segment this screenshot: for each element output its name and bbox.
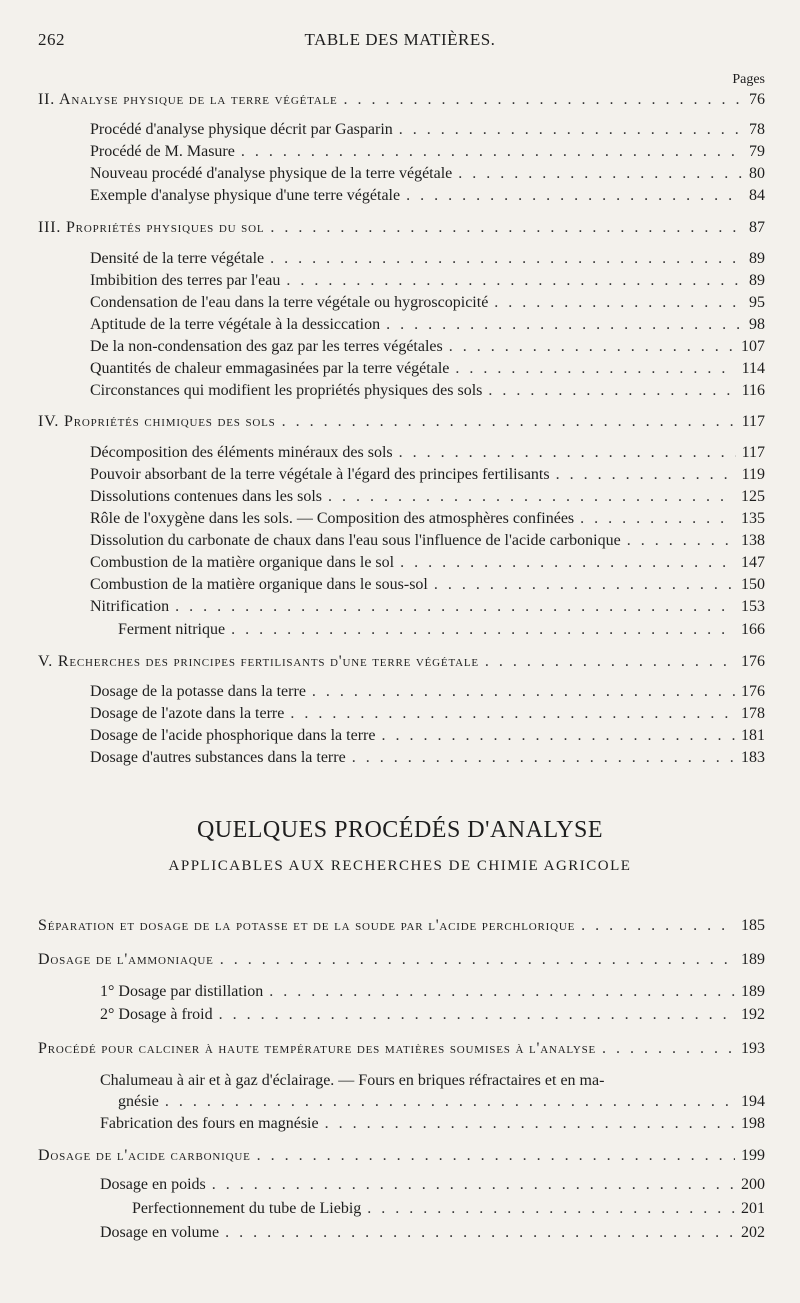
- toc-entry-text: Dosage de l'acide carbonique: [38, 1147, 251, 1164]
- toc-page-number: 153: [741, 598, 765, 615]
- toc-entry-text: Dosage de l'acide phosphorique dans la terre: [90, 727, 376, 744]
- toc-entry-text: Rôle de l'oxygène dans les sols. — Composition des atmosphères confinées: [90, 510, 575, 527]
- toc-entry-text: Dosage de l'ammoniaque: [38, 951, 214, 968]
- toc-page-number: 89: [749, 272, 765, 289]
- toc-page-number: 107: [741, 338, 765, 355]
- toc-entry: [90, 251, 765, 267]
- page-number: 262: [38, 30, 65, 49]
- toc-entry: [90, 361, 765, 377]
- toc-page-number: 138: [741, 532, 765, 549]
- toc-entry-text: 2° Dosage à froid: [100, 1006, 213, 1023]
- toc-entry: [100, 1007, 765, 1023]
- toc-page-number: 117: [741, 413, 765, 430]
- toc-page-number: 87: [749, 219, 765, 236]
- toc-page-number: 199: [741, 1147, 765, 1164]
- toc-entry: [118, 1094, 765, 1110]
- toc-page-number: 150: [741, 576, 765, 593]
- toc-entry: [90, 489, 765, 505]
- toc-page-number: 76: [749, 91, 765, 108]
- toc-page-number: 84: [749, 187, 765, 204]
- toc-entry-text: Aptitude de la terre végétale à la dessiccation: [90, 316, 381, 333]
- toc-entry-text: III. Propriétés physiques du sol: [38, 219, 265, 236]
- toc-entry: [90, 445, 765, 461]
- toc-entry-text: Exemple d'analyse physique d'une terre végétale: [90, 187, 401, 204]
- toc-entry-text: Nitrification: [90, 598, 170, 615]
- toc-entry-text: Combustion de la matière organique dans le sol: [90, 554, 395, 571]
- toc-entry-text: 1° Dosage par distillation: [100, 983, 264, 1000]
- toc-page-number: 119: [741, 466, 765, 483]
- toc-page-number: 80: [749, 165, 765, 182]
- toc-page-number: 200: [741, 1176, 765, 1193]
- toc-section-heading: [38, 952, 765, 968]
- toc-entry: [90, 555, 765, 571]
- toc-entry-text: Fabrication des fours en magnésie: [100, 1115, 319, 1132]
- toc-entry-text: Dissolutions contenues dans les sols: [90, 488, 322, 505]
- toc-page-number: 192: [741, 1006, 765, 1023]
- toc-section-heading: [38, 414, 765, 430]
- toc-page-number: 185: [741, 917, 765, 934]
- toc-section-heading: [38, 1041, 765, 1057]
- toc-entry: [100, 1116, 765, 1132]
- toc-entry-text: Procédé de M. Masure: [90, 143, 235, 160]
- toc-entry: [90, 728, 765, 744]
- toc-page-number: 176: [741, 653, 765, 670]
- toc-entry: [90, 273, 765, 289]
- toc-page-number: 135: [741, 510, 765, 527]
- toc-page-number: 116: [741, 382, 765, 399]
- toc-entry: [100, 984, 765, 1000]
- toc-entry: [118, 622, 765, 638]
- toc-entry-text: De la non-condensation des gaz par les terres végétales: [90, 338, 443, 355]
- toc-entry-text: Ferment nitrique: [118, 621, 226, 638]
- toc-entry-text: Perfectionnement du tube de Liebig: [132, 1200, 362, 1217]
- toc-entry-text: Quantités de chaleur emmagasinées par la terre végétale: [90, 360, 450, 377]
- toc-page-number: 89: [749, 250, 765, 267]
- toc-entry: [90, 599, 765, 615]
- toc-section-heading: [38, 220, 765, 236]
- toc-page-number: 95: [749, 294, 765, 311]
- toc-entry: [90, 339, 765, 355]
- toc-entry-text: Circonstances qui modifient les propriétés physiques des sols: [90, 382, 483, 399]
- toc-entry-text: V. Recherches des principes fertilisants d'une terre végétale: [38, 653, 479, 670]
- toc-entry: [90, 122, 765, 138]
- toc-entry: [90, 295, 765, 311]
- toc-entry-text: Combustion de la matière organique dans le sous-sol: [90, 576, 428, 593]
- toc-page-number: 198: [741, 1115, 765, 1132]
- toc-page-number: 176: [741, 683, 765, 700]
- toc-entry-text: Imbibition des terres par l'eau: [90, 272, 281, 289]
- toc-page-number: 181: [741, 727, 765, 744]
- toc-entry: [132, 1201, 765, 1217]
- toc-entry: [90, 188, 765, 204]
- toc-entry: [90, 577, 765, 593]
- toc-entry-text: Décomposition des éléments minéraux des sols: [90, 444, 393, 461]
- toc-entry: [100, 1177, 765, 1193]
- toc-entry-text: II. Analyse physique de la terre végétale: [38, 91, 338, 108]
- toc-entry-text: Densité de la terre végétale: [90, 250, 265, 267]
- toc-entry: [90, 144, 765, 160]
- toc-page-number: 202: [741, 1224, 765, 1241]
- toc-entry-text: Dosage en poids: [100, 1176, 206, 1193]
- toc-entry-text: Dosage d'autres substances dans la terre: [90, 749, 346, 766]
- toc-page-number: 189: [741, 983, 765, 1000]
- toc-page-number: 201: [741, 1200, 765, 1217]
- toc-page-number: 98: [749, 316, 765, 333]
- toc-page-number: 166: [741, 621, 765, 638]
- running-title: TABLE DES MATIÈRES.: [304, 30, 496, 49]
- toc-entry: [90, 166, 765, 182]
- toc-page-number: 193: [741, 1040, 765, 1057]
- toc-entry: [90, 533, 765, 549]
- toc-section-heading: [38, 918, 765, 934]
- toc-page-number: 178: [741, 705, 765, 722]
- pages-column-label: Pages: [732, 72, 765, 87]
- toc-page-number: 79: [749, 143, 765, 160]
- toc-entry-text: Pouvoir absorbant de la terre végétale à l'égard des principes fertilisants: [90, 466, 550, 483]
- toc-entry-text: gnésie: [118, 1093, 159, 1110]
- section-subtitle: APPLICABLES AUX RECHERCHES DE CHIMIE AGRICOLE: [168, 858, 632, 874]
- toc-entry-text: Dissolution du carbonate de chaux dans l'eau sous l'influence de l'acide carbonique: [90, 532, 621, 549]
- toc-entry-text: Chalumeau à air et à gaz d'éclairage. — Fours en briques réfractaires et en ma-: [100, 1072, 605, 1089]
- toc-entry: [90, 317, 765, 333]
- toc-entry-text: Condensation de l'eau dans la terre végétale ou hygroscopicité: [90, 294, 489, 311]
- toc-page-number: 183: [741, 749, 765, 766]
- toc-entry-text: Nouveau procédé d'analyse physique de la terre végétale: [90, 165, 453, 182]
- toc-entry: [90, 750, 765, 766]
- toc-page-number: 114: [741, 360, 765, 377]
- toc-page-number: 117: [741, 444, 765, 461]
- toc-entry-text: Procédé d'analyse physique décrit par Gasparin: [90, 121, 393, 138]
- toc-section-heading: [38, 654, 765, 670]
- toc-entry-text: Séparation et dosage de la potasse et de la soude par l'acide perchlorique: [38, 917, 576, 934]
- section-title: QUELQUES PROCÉDÉS D'ANALYSE: [196, 817, 604, 843]
- toc-page-number: 147: [741, 554, 765, 571]
- toc-entry-text: Procédé pour calciner à haute température des matières soumises à l'analyse: [38, 1040, 597, 1057]
- toc-page-number: 125: [741, 488, 765, 505]
- toc-entry-text: Dosage en volume: [100, 1224, 220, 1241]
- toc-page-number: 189: [741, 951, 765, 968]
- toc-entry: [90, 684, 765, 700]
- toc-entry: [100, 1225, 765, 1241]
- toc-page-number: 194: [741, 1093, 765, 1110]
- toc-page-number: 78: [749, 121, 765, 138]
- toc-entry-text: Dosage de la potasse dans la terre: [90, 683, 306, 700]
- toc-entry: [90, 706, 765, 722]
- toc-entry: [90, 467, 765, 483]
- toc-entry: [90, 511, 765, 527]
- toc-section-heading: [38, 1148, 765, 1164]
- toc-entry: [90, 383, 765, 399]
- toc-entry-text: Dosage de l'azote dans la terre: [90, 705, 285, 722]
- toc-section-heading: [38, 92, 765, 108]
- toc-entry-text: IV. Propriétés chimiques des sols: [38, 413, 276, 430]
